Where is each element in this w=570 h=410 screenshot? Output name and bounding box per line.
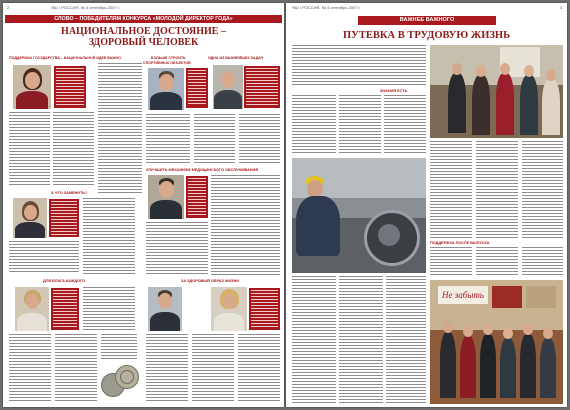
right-page (286, 3, 567, 407)
text-column (146, 222, 208, 275)
text-column (194, 114, 235, 164)
portrait-photo (13, 65, 51, 109)
classroom-photo (430, 280, 563, 404)
caption-build-more: БОЛЬШЕ СТРОИТЬ (151, 56, 186, 60)
text-column (98, 63, 142, 193)
text-column (292, 276, 336, 404)
running-head: ЯШ • РОССИЯ, № 4 сентябрь 2007 г. (292, 5, 361, 10)
bio-box (244, 66, 280, 108)
headline-line-2: ЗДОРОВЫЙ ЧЕЛОВЕК (88, 37, 199, 48)
headline: ПУТЕВКА В ТРУДОВУЮ ЖИЗНЬ (342, 30, 511, 41)
caption-state-support: ПОДДЕРЖКА ГОСУДАРСТВА – НАЦИОНАЛЬНОЙ ИДЕЕ ВАЖНО (9, 56, 121, 60)
text-column (239, 114, 280, 164)
text-column (430, 141, 472, 239)
worker-photo (292, 158, 426, 273)
group-photo (430, 45, 563, 138)
bio-box (49, 199, 79, 237)
section-title: УЛУЧШИТЬ МЕХАНИЗМ МЕДИЦИНСКОГО ОБСЛУЖИВАНИЯ (146, 168, 259, 172)
portrait-photo (211, 287, 247, 331)
text-column (9, 241, 79, 274)
text-column (101, 334, 137, 359)
text-column (476, 247, 518, 277)
caption-sport-objects: СПОРТИВНЫХ ОБЪЕКТОВ (143, 61, 191, 65)
bio-box (51, 288, 79, 330)
bio-box (186, 176, 208, 218)
page-number: 2 (7, 5, 10, 10)
text-column (522, 247, 563, 277)
bio-box (186, 68, 208, 108)
section-title: ЗА ЗДОРОВЫЙ ОБРАЗ ЖИЗНИ (181, 279, 239, 283)
text-column (522, 141, 563, 239)
portrait-photo (148, 287, 182, 331)
text-column (384, 95, 426, 155)
text-column (53, 112, 94, 187)
left-page (3, 3, 284, 407)
contest-banner: СЛОВО – ПОБЕДИТЕЛЯМ КОНКУРСА «МОЛОДОЙ ДИРЕКТОР ГОДА» (5, 15, 282, 23)
text-column (386, 276, 426, 404)
text-column (192, 334, 234, 402)
text-column (476, 141, 518, 239)
bio-box (54, 66, 86, 108)
text-column (146, 334, 188, 402)
medal-image (99, 361, 139, 401)
section-title: ПОДДЕРЖКА ПОСЛЕ ВЫПУСКА (430, 241, 490, 245)
portrait-photo (13, 198, 47, 238)
portrait-photo (148, 68, 184, 110)
text-column (9, 334, 51, 402)
bio-box (249, 288, 280, 330)
text-column (430, 247, 472, 277)
banner-photo-text: Не забыть (438, 286, 488, 304)
page-number: 3 (559, 5, 562, 10)
headline-line-1: НАЦИОНАЛЬНОЕ ДОСТОЯНИЕ – (61, 26, 226, 37)
text-column (83, 198, 135, 274)
caption-important-task: ОДНА ИЗ ВАЖНЕЙШИХ ЗАДАЧ (208, 56, 264, 60)
rubric-banner: ВАЖНЕЕ ВАЖНОГО (358, 16, 496, 25)
section-title: ЗНАНИЯ ЕСТЬ (380, 89, 408, 93)
text-column (55, 334, 97, 402)
text-column (146, 114, 190, 164)
section-title: А ЧТО ЗАМЕНИТЬ? (51, 191, 88, 195)
running-head: ЯШ • РОССИЯ, № 4 сентябрь 2007 г. (51, 5, 120, 10)
portrait-photo (213, 65, 243, 109)
text-column (339, 95, 381, 155)
text-column (238, 334, 280, 402)
portrait-photo (15, 287, 49, 331)
text-column (83, 287, 135, 332)
text-column (339, 276, 383, 404)
section-title: ДЛЯ БЛАГА КАЖДОГО (43, 279, 86, 283)
text-column (211, 175, 280, 275)
lead-paragraph (292, 45, 426, 87)
text-column (292, 95, 336, 155)
text-column (9, 112, 50, 187)
portrait-photo (148, 175, 184, 219)
